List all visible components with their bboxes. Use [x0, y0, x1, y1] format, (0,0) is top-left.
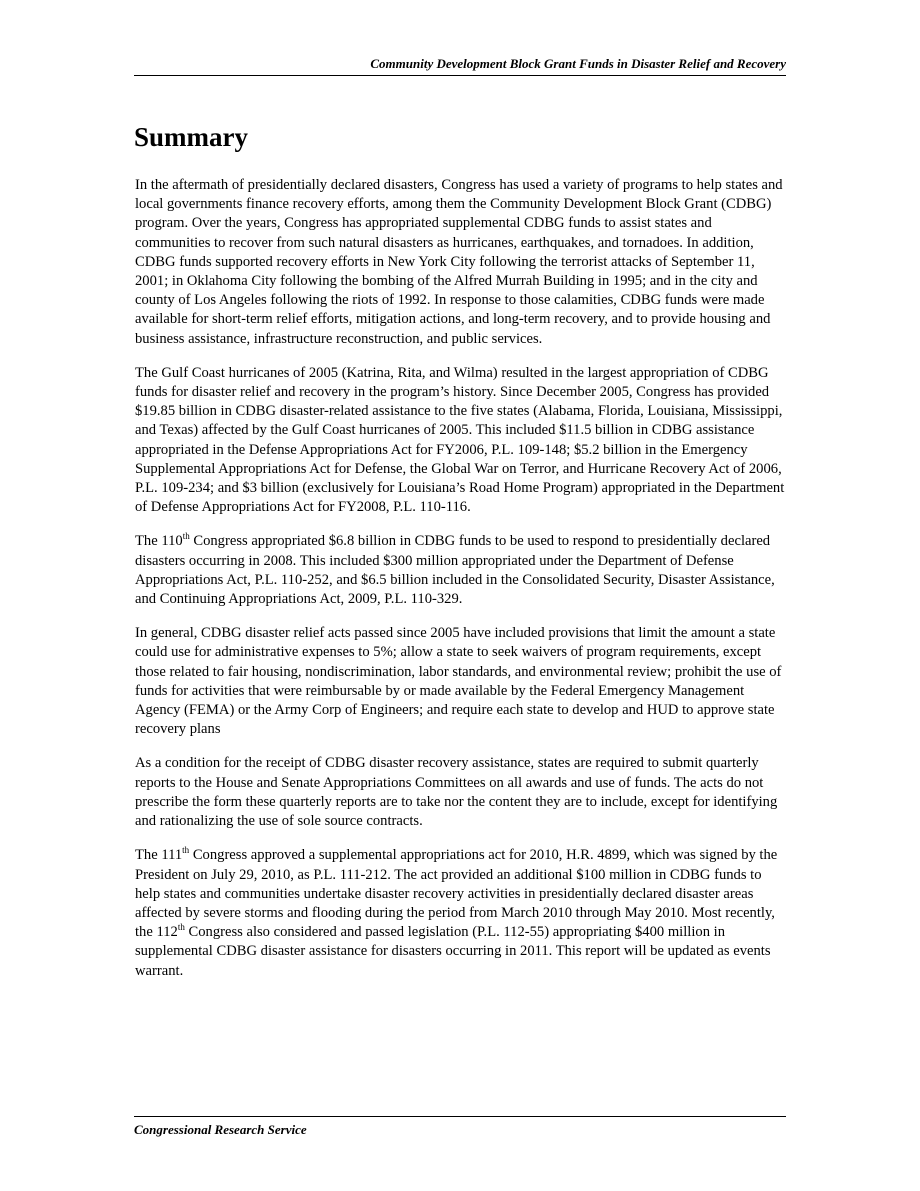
p6-text-c: Congress also considered and passed legislation (P.L. 112-55) appropriating $400 million in supplemental CDBG disaster assistance for disasters occurring in 2011. This report will be updated as events warrant. — [135, 924, 771, 979]
running-header — [134, 55, 786, 76]
p6-superscript-1: th — [182, 845, 190, 856]
paragraph-3 — [135, 532, 789, 609]
p6-text-b: Congress approved a supplemental appropriations act for 2010, H.R. 4899, which was signed by the President on July 29, 2010, as P.L. 111-212. The act provided an additional $100 million in CDBG funds to help states and communities undertake disaster recovery activities in presidentially declared disaster areas affected by severe storms and flooding during the period from March 2010 through May 2010. Most recently, the 112 — [135, 847, 778, 941]
summary-body — [135, 176, 789, 996]
p3-superscript: th — [182, 531, 190, 542]
paragraph-6 — [135, 846, 789, 980]
paragraph-5: As a condition for the receipt of CDBG disaster recovery assistance, states are required to submit quarterly reports to the House and Senate Appropriations Committees on all awards and use of funds. The acts do not prescribe the form these quarterly reports are to take nor the content they are to include, except for identifying and rationalizing the use of sole source contracts. — [135, 755, 778, 830]
paragraph-1: In the aftermath of presidentially declared disasters, Congress has used a variety of programs to help states and local governments finance recovery efforts, among them the Community Development Block Grant (CDBG) program. Over the years, Congress has appropriated supplemental CDBG funds to assist states and communities to recover from such natural disasters as hurricanes, earthquakes, and tornadoes. In addition, CDBG funds supported recovery efforts in New York City following the terrorist attacks of September 11, 2001; in Oklahoma City following the bombing of the Alfred Murrah Building in 1995; and in the city and county of Los Angeles following the riots of 1992. In response to those calamities, CDBG funds were made available for short-term relief efforts, mitigation actions, and long-term recovery, and to provide housing and business assistance, infrastructure reconstruction, and public services. — [135, 177, 783, 347]
section-heading: Summary — [134, 122, 248, 152]
running-footer — [134, 1116, 786, 1139]
paragraph-2: The Gulf Coast hurricanes of 2005 (Katrina, Rita, and Wilma) resulted in the largest appropriation of CDBG funds for disaster relief and recovery in the program’s history. Since December 2005, Congress has provided $19.85 billion in CDBG disaster-related assistance to the five states (Alabama, Florida, Louisiana, Mississippi, and Texas) affected by the Gulf Coast hurricanes of 2005. This included $11.5 billion in CDBG assistance appropriated in the Defense Appropriations Act for FY2006, P.L. 109-148; $5.2 billion in the Emergency Supplemental Appropriations Act for Defense, the Global War on Terror, and Hurricane Recovery Act of 2006, P.L. 109-234; and $3 billion (exclusively for Louisiana’s Road Home Program) appropriated in the Department of Defense Appropriations Act for FY2008, P.L. 110-116. — [135, 364, 785, 516]
p3-text-a: The 110 — [135, 533, 183, 550]
p6-text-a: The 111 — [135, 847, 183, 864]
p3-text-b: Congress appropriated $6.8 billion in CDBG funds to be used to respond to presidentially declared disasters occurring in 2008. This included $300 million appropriated under the Department of Defense Appropriations Act, P.L. 110-252, and $6.5 billion included in the Consolidated Security, Disaster Assistance, and Continuing Appropriations Act, 2009, P.L. 110-329. — [135, 533, 775, 608]
p6-superscript-2: th — [177, 922, 185, 933]
footer-text: Congressional Research Service — [134, 1122, 307, 1137]
header-title: Community Development Block Grant Funds in Disaster Relief and Recovery — [370, 56, 786, 71]
paragraph-4: In general, CDBG disaster relief acts passed since 2005 have included provisions that limit the amount a state could use for administrative expenses to 5%; allow a state to seek waivers of program requirements, except those related to fair housing, nondiscrimination, labor standards, and environmental review; prohibit the use of funds for activities that were reimbursable by or made available by the Federal Emergency Management Agency (FEMA) or the Army Corp of Engineers; and require each state to develop and HUD to approve state recovery plans — [135, 625, 782, 738]
